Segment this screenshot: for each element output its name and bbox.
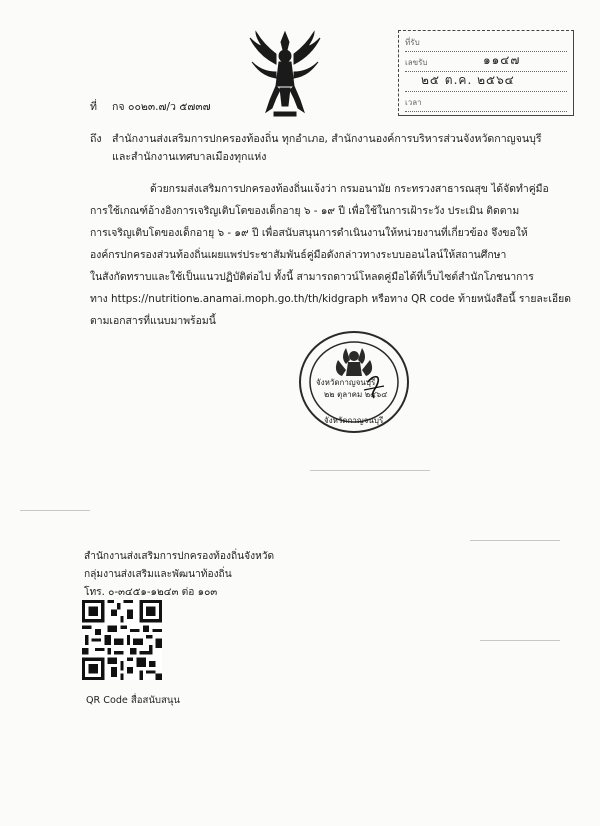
body-line-4: องค์กรปกครองส่วนท้องถิ่นเผยแพร่ประชาสัมพันธ์คู่มือดังกล่าวทางระบบออนไลน์ให้สถานศึกษา xyxy=(90,249,507,261)
received-number: ๑๑๔๗ xyxy=(483,53,521,67)
body-line-2: การใช้เกณฑ์อ้างอิงการเจริญเติบโตของเด็กอายุ ๖ - ๑๙ ปี เพื่อใช้ในการเฝ้าระวัง ประเมิน ติดตาม xyxy=(90,205,520,217)
seal-top-text: จังหวัดกาญจนบุรี xyxy=(316,378,376,387)
body-line-3: การเจริญเติบโตของเด็กอายุ ๖ - ๑๙ ปี เพื่อสนับสนุนการดำเนินงานให้หน่วยงานที่เกี่ยวข้อง จึงขอให้ xyxy=(90,227,528,239)
received-row-number xyxy=(405,53,567,72)
bleed-mark xyxy=(480,640,560,641)
received-label-time: เวลา xyxy=(405,98,422,107)
received-label-number: เลขรับ xyxy=(405,58,428,67)
received-date: ๒๕ ต.ค. ๒๕๖๔ xyxy=(421,73,515,87)
bleed-mark xyxy=(470,540,560,541)
received-row-time xyxy=(405,93,567,112)
body-line-5: ในสังกัดทราบและใช้เป็นแนวปฏิบัติต่อไป ทั้งนี้ สามารถดาวน์โหลดคู่มือได้ที่เว็บไซต์สำนักโภชนาการ xyxy=(90,271,534,283)
garuda-emblem-icon xyxy=(246,28,324,120)
qr-code-icon[interactable] xyxy=(82,600,162,680)
received-label-office: ที่รับ xyxy=(405,38,420,47)
to-label: ถึง xyxy=(90,133,102,145)
received-stamp-box xyxy=(398,30,574,116)
footer-phone: โทร. ๐-๓๔๕๑-๑๒๔๓ ต่อ ๑๐๓ xyxy=(84,587,218,598)
footer-division: กลุ่มงานส่งเสริมและพัฒนาท้องถิ่น xyxy=(84,569,232,580)
received-row-office xyxy=(405,33,567,52)
seal-date: ๒๒ ตุลาคม ๒๕๖๔ xyxy=(324,390,388,399)
bleed-mark xyxy=(20,510,90,511)
addressee-line-1: สำนักงานส่งเสริมการปกครองท้องถิ่น ทุกอำเภอ, สำนักงานองค์การบริหารส่วนจังหวัดกาญจนบุรี xyxy=(112,133,542,145)
ref-number: กจ ๐๐๒๓.๗/ว ๕๗๓๗ xyxy=(112,101,211,113)
official-seal xyxy=(298,330,410,434)
ref-label: ที่ xyxy=(90,101,97,113)
body-line-1: ด้วยกรมส่งเสริมการปกครองท้องถิ่นแจ้งว่า กรมอนามัย กระทรวงสาธารณสุข ได้จัดทำคู่มือ xyxy=(150,183,549,195)
body-line-6: ทาง https://nutrition๒.anamai.moph.go.th/th/kidgraph หรือทาง QR code ท้ายหนังสือนี้ รายละเอียด xyxy=(90,293,571,305)
body-line-7: ตามเอกสารที่แนบมาพร้อมนี้ xyxy=(90,315,216,327)
footer-office: สำนักงานส่งเสริมการปกครองท้องถิ่นจังหวัด xyxy=(84,551,275,562)
bleed-mark xyxy=(310,470,430,471)
seal-bottom-text: จังหวัดกาญจนบุรี xyxy=(324,416,384,425)
addressee-line-2: และสำนักงานเทศบาลเมืองทุกแห่ง xyxy=(112,151,267,163)
received-row-date xyxy=(405,73,567,92)
qr-caption: QR Code สื่อสนับสนุน xyxy=(86,695,180,706)
